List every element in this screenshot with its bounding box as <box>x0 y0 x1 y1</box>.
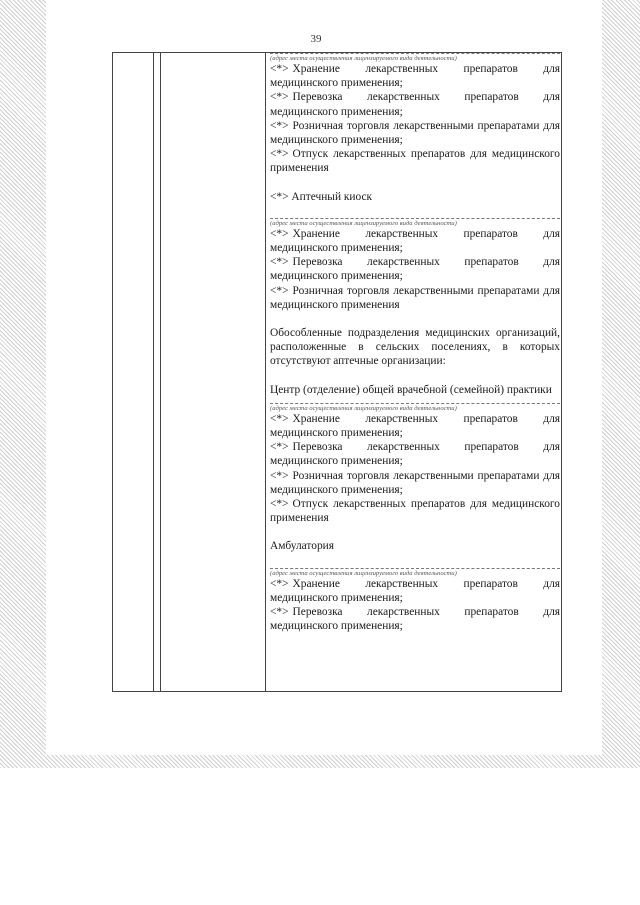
spacer <box>270 204 560 218</box>
activity-item <box>270 147 560 175</box>
item-marker: <*> <box>270 284 289 297</box>
column-divider <box>153 53 154 691</box>
page-number: 39 <box>310 33 322 45</box>
item-marker: <*> <box>270 441 289 454</box>
spacer <box>270 369 560 383</box>
activity-item <box>270 412 560 440</box>
activity-text: Отпуск лекарственных препаратов для медицинского применения <box>270 148 560 175</box>
section-heading: <*> Аптечный киоск <box>270 190 373 203</box>
item-marker: <*> <box>270 469 289 482</box>
spacer <box>270 176 560 190</box>
section-heading: Центр (отделение) общей врачебной (семейной) практики <box>270 383 552 396</box>
activity-text: Перевозка лекарственных препаратов для медицинского применения; <box>270 256 560 283</box>
spacer <box>270 554 560 568</box>
activity-text: Розничная торговля лекарственными препаратами для медицинского применения; <box>270 469 560 496</box>
activity-item <box>270 469 560 497</box>
address-caption: (адрес места осуществления лицензируемого вида деятельности) <box>270 218 560 227</box>
item-marker: <*> <box>270 577 289 590</box>
activity-cell <box>270 53 560 634</box>
activity-text: Хранение лекарственных препаратов для медицинского применения; <box>270 227 560 255</box>
item-marker: <*> <box>270 412 289 425</box>
activity-item <box>270 497 560 525</box>
address-caption: (адрес места осуществления лицензируемого вида деятельности) <box>270 568 560 577</box>
item-marker: <*> <box>270 227 289 240</box>
activity-item <box>270 227 560 255</box>
activity-text: Отпуск лекарственных препаратов для медицинского применения <box>270 498 560 525</box>
section-heading: Амбулатория <box>270 540 334 553</box>
activity-item <box>270 62 560 90</box>
activity-item <box>270 284 560 312</box>
column-divider <box>160 53 161 691</box>
activity-item <box>270 255 560 283</box>
activity-item <box>270 440 560 468</box>
item-marker: <*> <box>270 498 289 511</box>
activity-text: Перевозка лекарственных препаратов для медицинского применения; <box>270 606 560 633</box>
section-items <box>270 62 560 176</box>
activity-item <box>270 605 560 633</box>
item-marker: <*> <box>270 63 289 75</box>
column-divider <box>265 53 266 691</box>
activity-text: Перевозка лекарственных препаратов для медицинского применения; <box>270 441 560 468</box>
activity-text: Хранение лекарственных препаратов для медицинского применения; <box>270 63 560 90</box>
activity-text: Хранение лекарственных препаратов для медицинского применения; <box>270 412 560 440</box>
activity-text: Перевозка лекарственных препаратов для медицинского применения; <box>270 91 560 118</box>
license-table <box>112 52 562 692</box>
activity-item <box>270 119 560 147</box>
item-marker: <*> <box>270 91 289 104</box>
activity-item <box>270 90 560 118</box>
address-caption: (адрес места осуществления лицензируемого вида деятельности) <box>270 403 560 412</box>
spacer <box>270 525 560 539</box>
separate-units-text: Обособленные подразделения медицинских организаций, расположенные в сельских поселениях, в которых отсутствуют аптечные организации: <box>270 327 560 368</box>
item-marker: <*> <box>270 119 289 132</box>
activity-item <box>270 577 560 605</box>
spacer <box>270 312 560 326</box>
activity-text: Розничная торговля лекарственными препаратами для медицинского применения <box>270 284 560 311</box>
activity-text: Розничная торговля лекарственными препаратами для медицинского применения; <box>270 119 560 147</box>
item-marker: <*> <box>270 606 289 619</box>
item-marker: <*> <box>270 148 289 161</box>
address-caption: (адрес места осуществления лицензируемого вида деятельности) <box>270 53 560 62</box>
activity-text: Хранение лекарственных препаратов для медицинского применения; <box>270 577 560 604</box>
item-marker: <*> <box>270 256 289 269</box>
